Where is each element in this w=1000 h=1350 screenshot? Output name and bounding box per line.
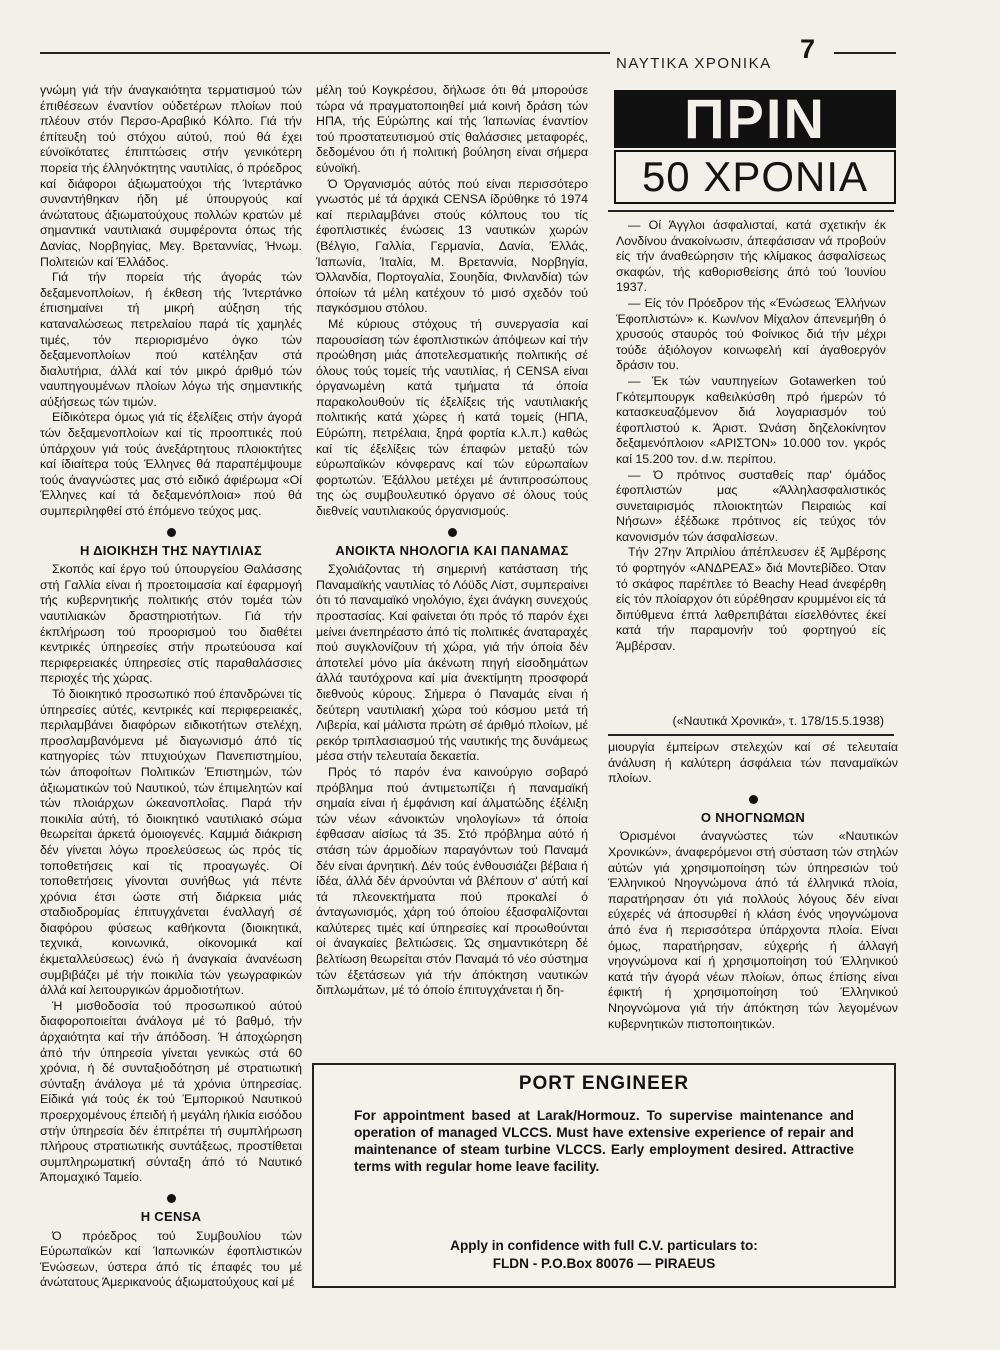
history-item: — Οί Άγγλοι άσφαλισταί, κατά σχετικήν έκ Λονδίνου άνακοίνωσιν, άπεφάσισαν νά προβούν είς τήν άναθεώρησιν τής κλίμακος άσφαλίσεως σκαφών, τής καθορισθείσης άπό τού Ίουνίου 1937. bbox=[616, 218, 886, 295]
history-item: — Έκ τών ναυπηγείων Gotawerken τού Γκότεμπουργκ καθειλκύσθη πρό ήμερών τό κατασκευαζόμενον διά λογαριασμόν τού έφοπλιστού κ. Άριστ. Ώνάση δηζελοκίνητον δεξαμενόπλοιον «ΑΡΙΣΤΟΝ» 10.000 τον. γκρός καί 15.200 τον. d.w. περίπου. bbox=[616, 373, 886, 466]
ad-apply-line: Apply in confidence with full C.V. particulars to: bbox=[450, 1238, 758, 1253]
section-heading-nhognomon: Ο ΝΗΟΓΝΩΜΩΝ bbox=[700, 809, 806, 825]
paragraph: Γιά τήν πορεία τής άγοράς τών δεξαμενοπλοίων, ή έκθεση τής Ίντερτάνκο έπισημαίνει τή μικρή αύξηση τής καταναλώσεως πετρελαίου παρά τίς χαμηλές τιμές, τόν περιορισμένο όγκο τών δεξαμενοπλοίων πού κατέληξαν στά διαλυτήρια, άλλά καί τόν μικρό άριθμό τών ναυπηγουμένων πλοίων λόγω τής σημαντικής αύξήσεως τών τιμών. bbox=[40, 270, 302, 409]
paragraph: Σχολιάζοντας τή σημερινή κατάσταση τής Παναμαϊκής ναυτιλίας τό Λόϋδς Λίστ, συμπεραίνει ότι τό παναμαϊκό νηολόγιο, έχει άνάγκη συνεχούς προστασίας. Καί φαίνεται ότι πρός τό παρόν έχει μείνει άνεπηρέαστο άπό τίς πολιτικές άναταραχές πού συγκλονίζουν τή χώρα, γιά τήν όποία δέν άποτελεί μόνο μία άκένωτη πηγή είσοδημάτων άλλά ταυτόχρονα καί μία άνεκτίμητη προσφορά διεθνούς κύρους. Σήμερα ό Παναμάς είναι ή δεύτερη ναυτιλιακή χώρα τού κόσμου μετά τή Λιβερία, καί μάλιστα πρώτη σέ άριθμό πλοίων, μέ ρεκόρ τριπλασιασμού τής ναυτικής της δυνάμεως μέσα στήν τελευταία δεκαετία. bbox=[316, 562, 588, 764]
prin-title: ΠΡΙΝ bbox=[614, 90, 896, 148]
section-bullet bbox=[448, 528, 457, 537]
paragraph: Ή μισθοδοσία τού προσωπικού αύτού διαφοροποιείται άνάλογα μέ τό βαθμό, τήν άρχαιότητα καί τήν άπόδοση. Ή άποχώρηση άπό τήν ύπηρεσία γίνεται γενικώς στά 60 χρόνια, ή δέ συνταξιοδότηση μέ στρατιωτική σύνταξη άνάλογα μέ τά χρόνια ύπηρεσίας. Είδικά γιά τούς έκ τού Έμπορικού Ναυτικού προερχομένους έπειδή ή μεγάλη ήλικία εισόδου στήν ύπηρεσία δέν έπιτρέπει τή συμπλήρωση πλήρους στρατιωτικής συντάξεως, προστίθεται συμπληρωματική σύνταξη άπό τό Ναυτικό Άπομαχικό Ταμείο. bbox=[40, 998, 302, 1185]
section-bullet bbox=[749, 795, 758, 804]
column-2 bbox=[316, 83, 588, 999]
ad-contact bbox=[314, 1237, 894, 1273]
ad-address: FLDN - P.O.Box 80076 — PIRAEUS bbox=[492, 1256, 716, 1271]
prin-subtitle: 50 ΧΡΟΝΙΑ bbox=[614, 150, 896, 204]
history-item: — Ό πρότινος συσταθείς παρ' όμάδος έφοπλιστών μας «Άλληλασφαλιστικός συνεταιρισμός πλοιοκτητών Πειραιώς καί Νήσων» έξέδωκε πρότινος είς τεύχος τόν κανονισμόν τών άσφαλίσεων. bbox=[616, 467, 886, 544]
section-heading-censa: Η CENSA bbox=[140, 1208, 202, 1224]
history-text bbox=[616, 218, 886, 655]
paragraph: Όρισμένοι άναγνώστες τών «Ναυτικών Χρονικών», άναφερόμενοι στή σύσταση τών στηλών αύτών γιά χρησιμοποίηση τών ύπηρεσιών τού Έλληνικού Νηογνώμονα άπό τά έλληνικά πλοία, παρατήρησαν ότι γιά πολλούς λόγους δέν είναι εύχερές νά άποσυρθεί ή κλάση ένός νηογνώμονα άπό ένα ή περισσότερα ύπάρχοντα πλοία. Είναι όμως, παρατήρησαν, εύχερής ή άλλαγή νηογνώμονα καί ή χρησιμοποίηση τού Έλληνικού κατά τήν άγορά νέων πλοίων, όπως έπίσης είναι έφικτή ή χρησιμοποίηση τού Έλληνικού Νηογνώμονα γιά τήν άπόκτηση τών λεγομένων κυβερνητικών πιστοποιητικών. bbox=[608, 829, 898, 1031]
paragraph: Ό πρόεδρος τού Συμβουλίου τών Εύρωπαϊκών καί Ίαπωνικών έφοπλιστικών Ένώσεων, ύστερα άπό τίς έπαφές του μέ άνώτατους Άμερικανούς άξιωματούχους καί μέ bbox=[40, 1228, 302, 1290]
ad-title: PORT ENGINEER bbox=[518, 1073, 690, 1094]
ad-body: For appointment based at Larak/Hormouz. To supervise maintenance and operation of managed VLCCS. Must have extensive experience of repair and maintenance of steam turbine VLCCS. Early employment desired. Attractive terms with regular home leave facility. bbox=[354, 1108, 854, 1174]
header-rule-left bbox=[40, 52, 610, 54]
paragraph: γνώμη γιά τήν άναγκαιότητα τερματισμού τών έπιθέσεων έναντίον ούδετέρων πλοίων πού πλέουν στόν Περσο-Αραβικό Κόλπο. Γιά τήν έπίτευξη τού στόχου αύτού, πού θά έχει εύνοϊκότατες έπιπτώσεις στήν γενικότερη πορεία τής έλληνόκτητης ναυτιλίας, ό πρόεδρος καί διάφοροι άξιωματούχοι τής Ίντερτάνκο συναντήθηκαν ήδη μέ ύπουργούς καί άνώτατους άξιωματούχους πολλών κρατών μέ σημαντικά ναυτιλιακά συμφέροντα όπως τής Δανίας, Νορβηγίας, Μεγ. Βρεταννίας, Ήνωμ. Πολιτειών καί Έλλάδος. bbox=[40, 83, 302, 269]
paragraph: Ό Όργανισμός αύτός πού είναι περισσότερο γνωστός μέ τά άρχικά CENSA ίδρύθηκε τό 1974 καί περιλαμβάνει στούς κόλπους του τίς έφοπλιστικές ένώσεις 13 ναυτικών χωρών (Βέλγιο, Γαλλία, Γερμανία, Δανία, Έλλάς, Ίαπωνία, Ίταλία, Μ. Βρεταννία, Νορβηγία, Όλλανδία, Πορτογαλία, Σουηδία, Φινλανδία) τών όποίων τά μέλη κατέχουν τό μισό σχεδόν τού παγκόσμιου στόλου. bbox=[316, 176, 588, 316]
history-item: — Είς τόν Πρόεδρον τής «Ένώσεως Έλλήνων Έφοπλιστών» κ. Κων/νον Μίχαλον άπενεμήθη ό χρυσούς σταυρός τού Φοίνικος διά τήν μέχρι τούδε άξιόλογον κοινωφελή καί άγαθοεργόν δράσιν του. bbox=[616, 295, 886, 373]
magazine-name: ΝΑΥΤΙΚΑ ΧΡΟΝΙΚΑ bbox=[616, 55, 772, 72]
paragraph: Σκοπός καί έργο τού ύπουργείου Θαλάσσης στή Γαλλία είναι ή προετοιμασία καί έφαρμογή τής κυβερνητικής πολιτικής στόν τομέα τών ναυτιλιακών δραστηριοτήτων. Γιά τήν έκπλήρωση τού προορισμού του διαθέτει κεντρικές ύπηρεσίες στήν πρωτεύουσα καί περιφερειακές ύπηρεσίες στίς παραθαλάσσιες περιοχές τής χώρας. bbox=[40, 562, 302, 686]
history-item: Τήν 27ην Άπριλίου άπέπλευσεν έξ Άμβέρσης τό φορτηγόν «ΑΝΔΡΕΑΣ» διά Μοντεβίδεο. Όταν τό σκάφος παρέπλεε τό Beachy Head άνεφέρθη είς τόν πλοίαρχον ότι εύρέθησαν κρυμμένοι είς τά διπύθμενα έπτά λαθρεπιβάται είσελθόντες έκεί κατά τήν παραμονήν τού φορτηγού είς Άμβέρσαν. bbox=[616, 545, 886, 654]
history-source: («Ναυτικά Χρονικά», τ. 178/15.5.1938) bbox=[672, 714, 884, 728]
section-heading-panama: ΑΝΟΙΚΤΑ ΝΗΟΛΟΓΙΑ ΚΑΙ ΠΑΝΑΜΑΣ bbox=[335, 542, 569, 558]
column-3 bbox=[608, 740, 898, 1032]
paragraph: μέλη τού Κογκρέσου, δήλωσε ότι θά μπορούσε τώρα νά πραγματοποιηθεί μιά κοινή δράση τών ΗΠΑ, τής Εύρώπης καί τής Ίαπωνίας έναντίον τού προστατευτισμού στίς θαλάσσιες μεταφορές, δεδομένου ότι ή πολιτική βούληση είναι σήμερα εύνοϊκή. bbox=[316, 83, 588, 175]
paragraph: Τό διοικητικό προσωπικό πού έπανδρώνει τίς ύπηρεσίες αύτές, κεντρικές καί περιφερειακές, περιλαμβάνει διαφόρων ειδικοτήτων στελέχη, προσλαμβανόμενα μέ διαγωνισμό άπό τίς κατηγορίες τών πτυχιούχων Πανεπιστημίου, τών άποφοίτων Πολιτικών Έπιστημών, τών άξιωματικών τού Ναυτικού, τών έπιμελητών καί τών πλοιάρχων ώκεανοπλοΐας. Παρά τήν ποικιλία αύτή, τό διοικητικό ναυτιλιακό σώμα θεωρείται άρκετά όμοιογενές. Καμμιά διάκριση δέν γίνεται λόγω προελεύσεως ώς πρός τίς τοποθετήσεις καί τίς προαγωγές. Οί τοποθετήσεις γίνονται συνήθως γιά πέντε χρόνια έτσι ώστε στή διάρκεια μιάς σταδιοδρομίας έπιτυγχάνεται έναλλαγή σέ διαφόρου φύσεως καθήκοντα (διοικητικά, τεχνικά, κοινωνικά, οίκονομικά καί έκμεταλλεύσεως) ένώ ή άναγκαία άνανέωση συμβιβάζει μέ τήν ποικιλία τών γεωγραφικών άλλά καί λειτουργικών άρμοδιοτήτων. bbox=[40, 686, 302, 998]
section-heading-administration: Η ΔΙΟΙΚΗΣΗ ΤΗΣ ΝΑΥΤΙΛΙΑΣ bbox=[79, 542, 262, 558]
history-box bbox=[608, 210, 894, 736]
paragraph: Πρός τό παρόν ένα καινούργιο σοβαρό πρόβλημα πού άντιμετωπίζει ή παναμαϊκή σημαία είναι ή έμφάνιση καί άλματώδης έξέλιξη τών νέων «άνοικτών νηολογίων» τά όποία έφθασαν αίσίως τά 35. Στό πρόβλημα αύτό ή στάση τών άρμοδίων παραγόντων τού Παναμά δέν είναι άρνητική. Δέν τούς ένθουσιάζει βέβαια ή ίδέα, άλλά δέν άρνούνται νά βλέπουν σ' αύτή καί τά πλεονεκτήματα πού προκαλεί ό άνταγωνισμός, χάρη τού όποίου έξασφαλίζονται καλύτερες τιμές καί ύπηρεσίες καί προωθούνται οί άναγκαίες βελτιώσεις. Ώς σημαντικότερη δέ βελτίωση θεωρείται στόν Παναμά τό νέο σύστημα τών έξετάσεων γιά τήν άπόκτηση ναυτικών διπλωμάτων, μέ τό όποίο έπιτυγχάνεται ή δη- bbox=[316, 764, 588, 998]
paragraph: μιουργία έμπείρων στελεχών καί σέ τελευταία άνάλυση ή καλύτερη άσφάλεια τών παναμαϊκών πλοίων. bbox=[608, 740, 898, 786]
paragraph: Είδικότερα όμως γιά τίς έξελίξεις στήν άγορά τών δεξαμενοπλοίων καί τίς προοπτικές πού ύπάρχουν γιά τούς άνεξάρτητους πλοιοκτήτες καί ίδιαίτερα τούς Έλληνες θά παραπέμψουμε τούς άναγνώστες μας στό ειδικό άφιέρωμα «Οί Έλληνες καί τά δεξαμενόπλοια» πού θά συμπεριληφθεί στό έπόμενο τεύχος μας. bbox=[40, 410, 302, 519]
paragraph: Μέ κύριους στόχους τή συνεργασία καί παρουσίαση τών έφοπλιστικών άπόψεων καί τήν προώθηση μιάς άποτελεσματικής πολιτικής σέ όλους τούς τομείς τής ναυτιλίας, ή CENSA είναι όργανωμένη κατά τμήματα τά όποία παρακολουθούν τίς έξελίξεις τής ναυτιλιακής πολιτικής κατά χώρες ή κατά τομείς (ΗΠΑ, Εύρώπη, πετρέλαια, ξηρά φορτία κ.λ.π.) καθώς καί τίς έξελίξεις τών έπαφών μεταξύ τών εύρωπαϊκών κόνφερανς καί τών εύρωπαίων φορτωτών. Έξάλλου μετέχει μέ άντιπροσώπους της ώς συμβουλευτικό όργανο σέ όλους τούς διεθνείς ναυτιλιακούς όργανισμούς. bbox=[316, 316, 588, 519]
column-1 bbox=[40, 83, 302, 1291]
prin-50-chronia-banner bbox=[614, 87, 896, 202]
page-number: 7 bbox=[800, 34, 816, 64]
header-rule-right bbox=[834, 52, 896, 54]
section-bullet bbox=[167, 528, 176, 537]
port-engineer-advertisement bbox=[312, 1063, 896, 1288]
section-bullet bbox=[167, 1194, 176, 1203]
